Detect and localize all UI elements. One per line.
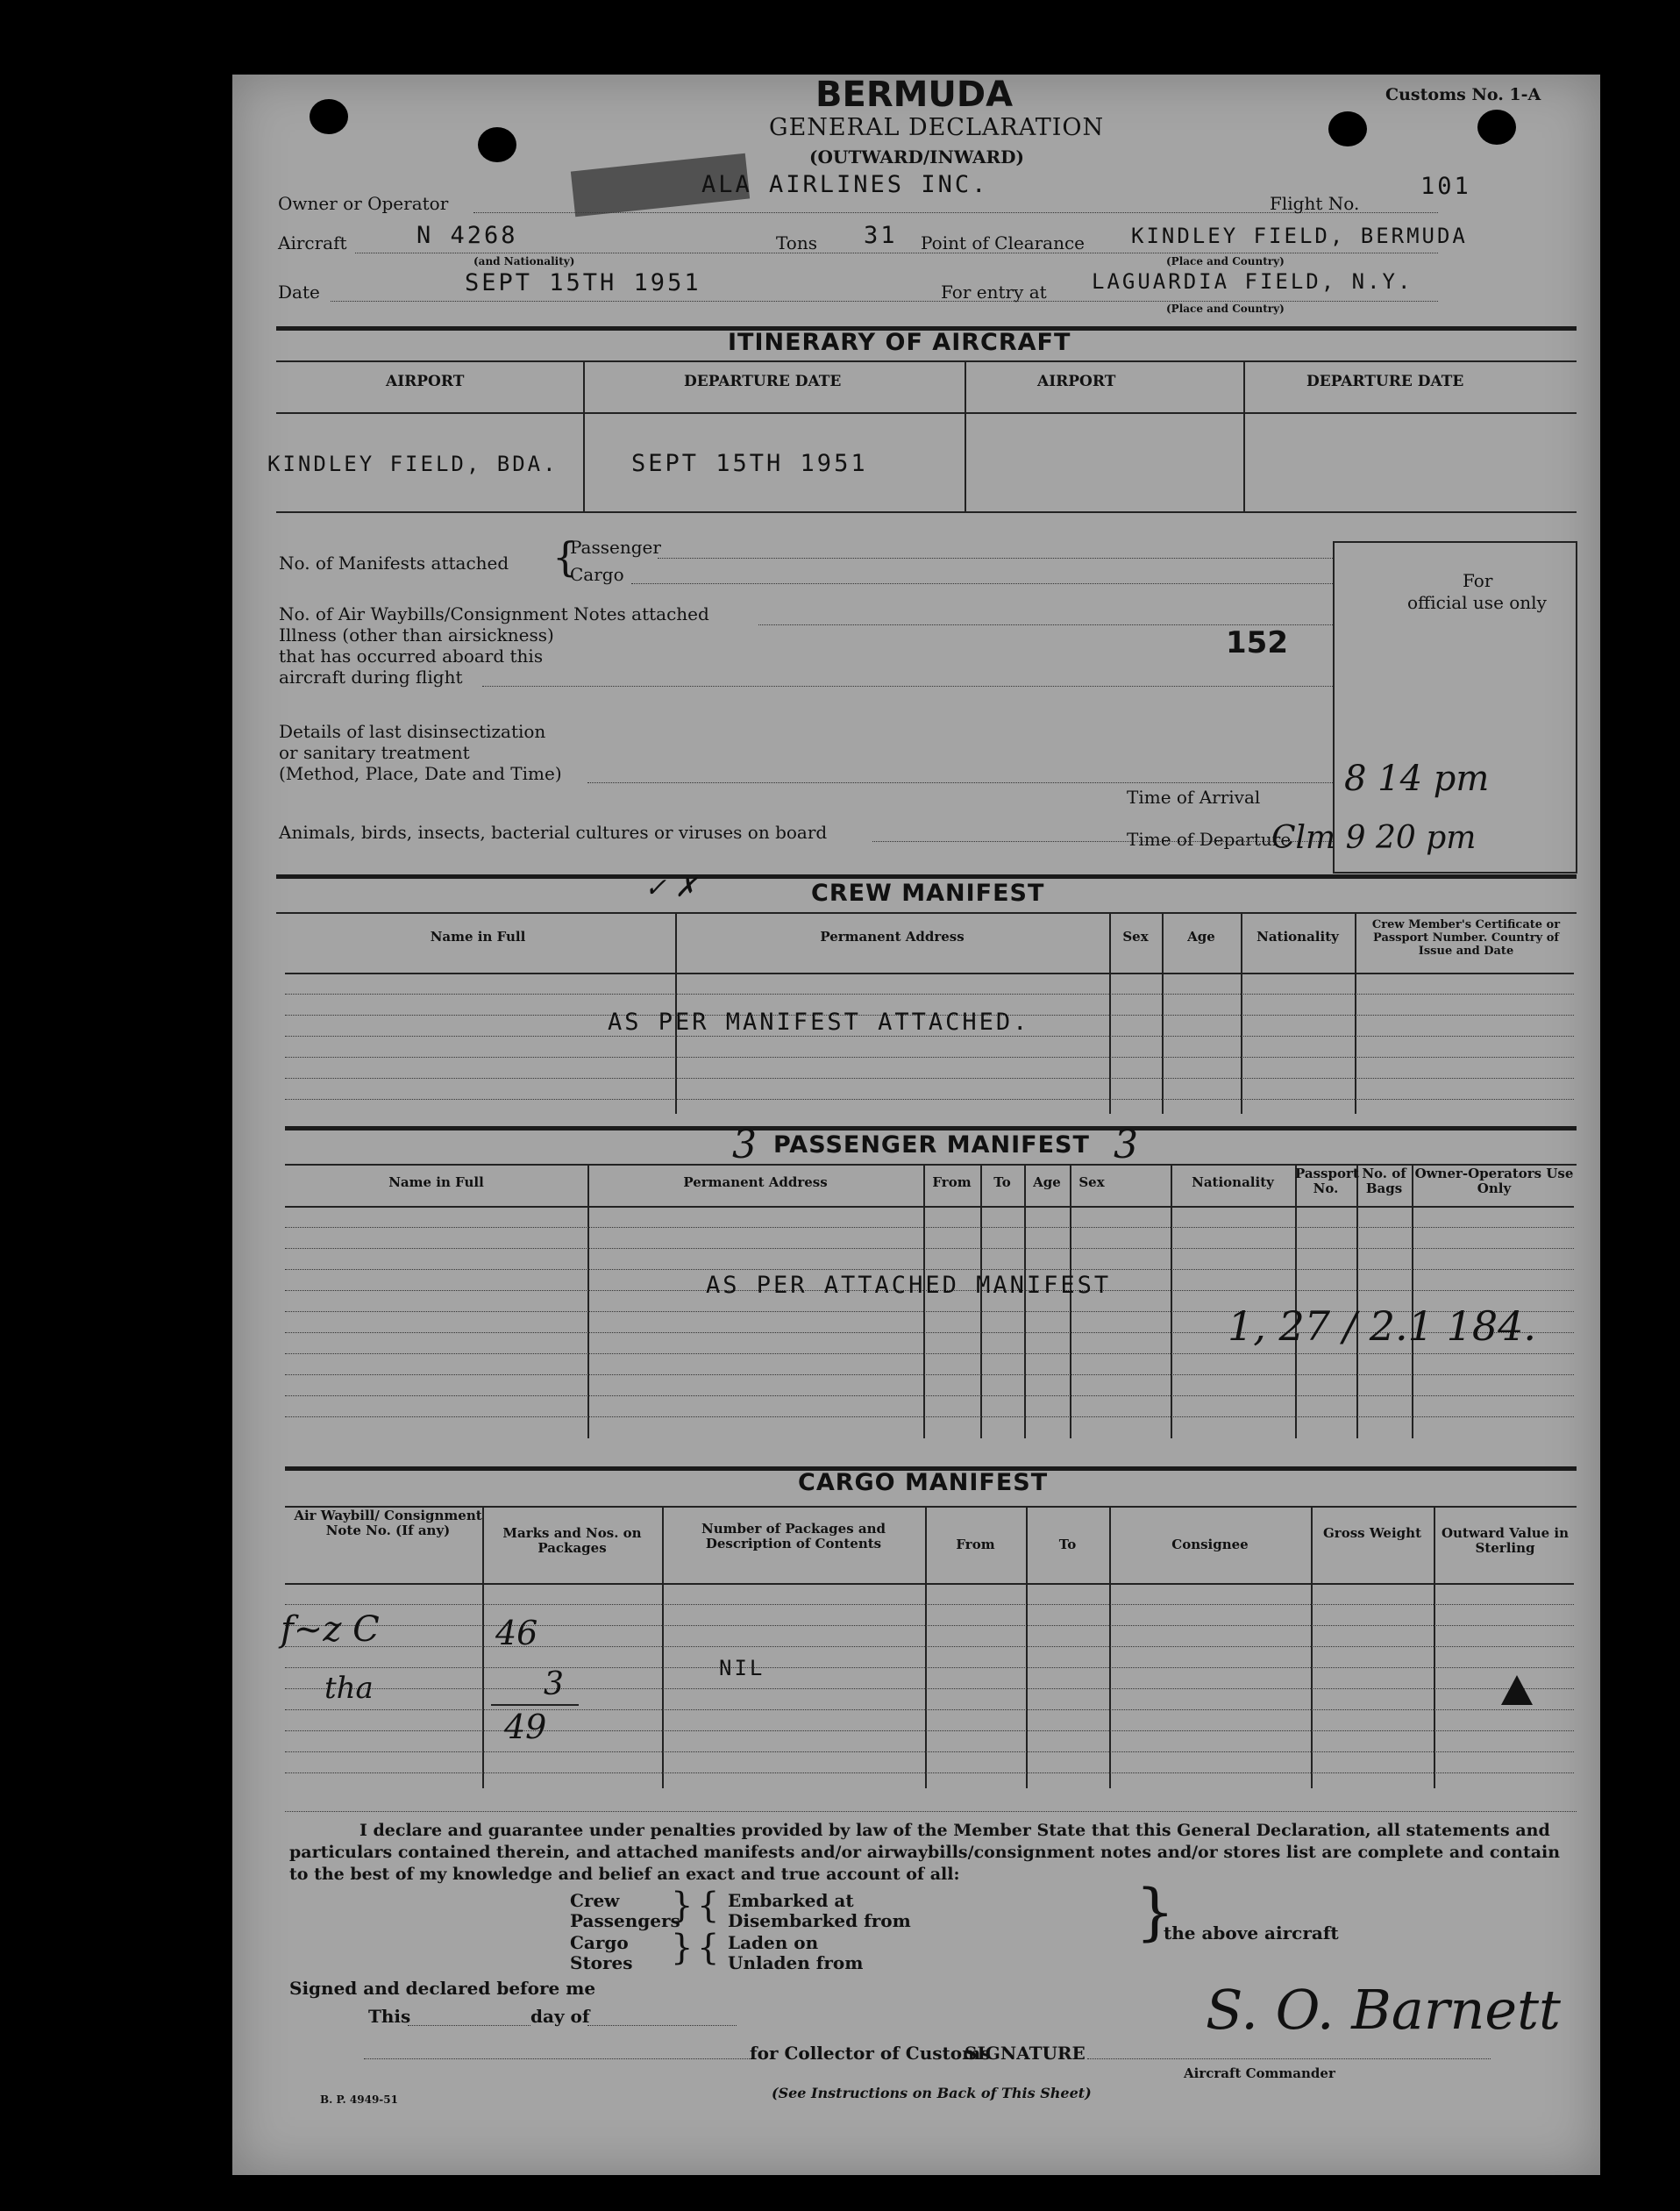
flight-label: Flight No. [1270,193,1360,214]
tons-value: 31 [864,222,898,249]
crew-header-name: Name in Full [430,929,526,945]
arrival-value: 8 14 pm [1344,759,1490,799]
passenger-note: AS PER ATTACHED MANIFEST [706,1272,1112,1299]
decl-stores: Stores [570,1952,633,1973]
cargo-title: CARGO MANIFEST [798,1469,1049,1496]
itinerary-title: ITINERARY OF AIRCRAFT [728,329,1071,356]
illness-line-2: that has occurred aboard this [279,645,544,667]
departure-label: Time of Departure [1127,829,1292,850]
passenger-header-sex: Sex [1078,1174,1105,1190]
passenger-header-passport: Passport No. [1295,1166,1359,1196]
itinerary-header-airport-1: AIRPORT [386,373,465,390]
form-title: GENERAL DECLARATION [769,114,1105,141]
decl-unladen: Unladen from [728,1952,864,1973]
waybills-label: No. of Air Waybills/Consignment Notes attached [279,603,709,624]
illness-line-1: Illness (other than airsickness) [279,624,554,645]
disinsect-line-2: or sanitary treatment [279,742,470,763]
owner-value: ALA AIRLINES INC. [701,171,989,198]
cargo-header-consignee: Consignee [1171,1537,1249,1552]
crew-header-address: Permanent Address [820,929,965,945]
disinsect-line-1: Details of last disinsectization [279,721,546,742]
manifests-cargo: Cargo [570,564,624,585]
clearance-label: Point of Clearance [921,232,1086,253]
animals-label: Animals, birds, insects, bacterial cultures or viruses on board [279,822,828,843]
punch-hole [478,127,516,162]
decl-passengers: Passengers [570,1910,680,1931]
manifests-label: No. of Manifests attached [279,553,509,574]
passenger-header-address: Permanent Address [683,1174,828,1190]
cargo-header-from: From [956,1537,995,1552]
cargo-header-packages: Number of Packages and Description of Contents [701,1521,886,1551]
departure-value: Clm 9 20 pm [1271,820,1477,856]
cargo-count-total: 49 [504,1708,547,1746]
cargo-waybill-hand-1: f~z C [281,1609,380,1650]
punch-hole [310,99,348,134]
passenger-count-left: 3 [732,1123,757,1167]
decl-signed: Signed and declared before me [289,1978,596,1999]
decl-instructions: (See Instructions on Back of This Sheet) [772,2085,1092,2101]
itinerary-header-date-1: DEPARTURE DATE [684,373,842,390]
manifests-passenger: Passenger [570,537,661,558]
cargo-header-value: Outward Value in Sterling [1441,1525,1570,1556]
passenger-header-age: Age [1033,1174,1061,1190]
crew-header-certificate: Crew Member's Certificate or Passport Number. Country of Issue and Date [1371,918,1561,958]
cargo-waybill-hand-2: tha [324,1671,374,1706]
passenger-header-to: To [993,1174,1011,1190]
decl-laden: Laden on [728,1932,819,1953]
date-value: SEPT 15TH 1951 [465,269,701,296]
decl-tail: the above aircraft [1164,1922,1339,1944]
cargo-header-weight: Gross Weight [1322,1525,1422,1541]
crew-header-nationality: Nationality [1256,929,1339,945]
passenger-handwriting: 1, 27 / 2.1 184. [1228,1302,1536,1350]
official-for: For [1463,570,1493,591]
clearance-note: (Place and Country) [1166,255,1285,267]
itinerary-header-airport-2: AIRPORT [1037,373,1116,390]
passenger-header-nationality: Nationality [1192,1174,1274,1190]
decl-embarked: Embarked at [728,1890,854,1911]
owner-label: Owner or Operator [278,193,449,214]
itinerary-date-1: SEPT 15TH 1951 [631,450,868,477]
declaration-text: I declare and guarantee under penalties provided by law of the Member State that this General Declaration, all statements and particulars contained therein, and attached manifests and/or airwaybills/consignment notes and/or stores list are complete and contain to the best of my knowledge and belief an exact and true account of all: [289,1821,1561,1884]
decl-crew: Crew [570,1890,620,1911]
punch-hole [1328,111,1367,146]
decl-disembarked: Disembarked from [728,1910,911,1931]
aircraft-value: N 4268 [416,222,518,249]
passenger-count-right: 3 [1114,1123,1138,1167]
arrival-label: Time of Arrival [1127,787,1261,808]
entry-label: For entry at [941,282,1047,303]
decl-cargo: Cargo [570,1932,629,1953]
crew-title: CREW MANIFEST [811,880,1045,907]
passenger-header-name: Name in Full [388,1174,484,1190]
official-use-only: official use only [1407,592,1547,613]
illness-line-3: aircraft during flight [279,667,463,688]
cargo-header-waybill: Air Waybill/ Consignment Note No. (If any) [294,1508,482,1538]
cargo-header-to: To [1058,1537,1077,1552]
disinsect-line-3: (Method, Place, Date and Time) [279,763,562,784]
commander-signature: S. O. Barnett [1206,1978,1561,2042]
itinerary-airport-1: KINDLEY FIELD, BDA. [267,452,559,476]
cargo-count-1: 46 [495,1614,538,1652]
entry-note: (Place and Country) [1166,303,1285,315]
form-number: B. P. 4949-51 [320,2093,398,2106]
crew-header-age: Age [1187,929,1215,945]
tons-label: Tons [776,232,817,253]
itinerary-header-date-2: DEPARTURE DATE [1306,373,1464,390]
customs-number: Customs No. 1-A [1385,85,1541,104]
decl-day-of: day of [530,2006,590,2027]
cargo-nil: NIL [719,1656,765,1680]
passenger-header-owner: Owner-Operators Use Only [1414,1166,1574,1196]
decl-collector: for Collector of Customs [750,2043,991,2064]
decl-commander: Aircraft Commander [1184,2065,1335,2081]
cargo-count-2: 3 [544,1666,564,1702]
clearance-value: KINDLEY FIELD, BERMUDA [1131,224,1468,248]
form-subtitle: (OUTWARD/INWARD) [809,146,1024,168]
ink-blot [1501,1675,1533,1705]
passenger-header-from: From [932,1174,972,1190]
passenger-title: PASSENGER MANIFEST [773,1131,1090,1159]
date-label: Date [278,282,320,303]
declaration-form: BERMUDA GENERAL DECLARATION (OUTWARD/INWARD) Customs No. 1-A Owner or Operator ALA AIRLINES INC. Flight No. 101 Aircraft N 4268 (and Nationality) Tons 31 Point of Clearance KINDLEY FIELD, BERMUDA (Place and Country) Date SEPT 15TH 1951 For entry at LAGUARDIA FIELD, N.Y. (Place and Country) ITINERARY OF AIRCRAFT AIRPORT DEPARTURE DATE AIRPORT DEPARTURE DATE KINDLEY FIELD, BDA. SEPT 15TH 1951 No. of Manifests attached { Passenger Cargo No. of Air Waybills/Consignment Notes attached Illness (other than airsickness) that has occurred aboard this aircraft during flight Details of last disinsectization or sanitary treatment (Method, Place, Date and Time) Animals, birds, insects, bacterial cultures or viruses on board For official use only 152 Time of Arrival 8 14 pm Time of Departure Clm 9 20 pm CREW MANIFEST Name in Full Permanent Address Sex Age Nationality Crew Member's Certificate or Passport Number. Country of Issue and Date AS PER MANIFEST ATTACHED. ✓ ✗ 3 PASSENGER MANIFEST 3 Name in Full Permanent Address From To Age Sex Nationality Passport No. No. of Bags Owner-Operators Use Only AS PER ATTACHED MANIFEST 1, 27 / 2.1 184. CARGO MANIFEST Air Waybill/ Consignment Note No. (If any) Marks and Nos. on Packages Number of Packages and Description of Contents From To Consignee Gross Weight Outward Value in Sterling f~z C tha 46 3 49 NIL I declare and guarantee under penalties provided by law of the Member State that this General Declaration, all statements and particulars contained therein, and attached manifests and/or airwaybills/consignment notes and/or stores list are complete and contain to the best of my knowledge and belief an exact and true account of all: Crew Passengers Cargo Stores } } { { Embarked at Disembarked from Laden on Unladen from } the above aircraft Signed and declared before me This day of for Collector of Customs SIGNATURE S. O. Barnett Aircraft Commander (See Instructions on Back of This Sheet) B. P. 4949-51 [232,75,1600,2175]
decl-this: This [368,2006,411,2027]
crew-note: AS PER MANIFEST ATTACHED. [608,1009,1030,1036]
crew-header-sex: Sex [1122,929,1149,945]
aircraft-label: Aircraft [278,232,347,253]
aircraft-note: (and Nationality) [473,255,575,267]
punch-hole [1477,110,1516,145]
passenger-header-bags: No. of Bags [1362,1166,1406,1196]
flight-value: 101 [1420,173,1471,200]
official-number: 152 [1226,625,1288,660]
decl-signature-label: SIGNATURE [965,2043,1086,2064]
crew-handwriting: ✓ ✗ [644,873,697,903]
entry-value: LAGUARDIA FIELD, N.Y. [1092,269,1413,294]
cargo-header-marks: Marks and Nos. on Packages [502,1525,642,1556]
form-country: BERMUDA [815,75,1014,115]
